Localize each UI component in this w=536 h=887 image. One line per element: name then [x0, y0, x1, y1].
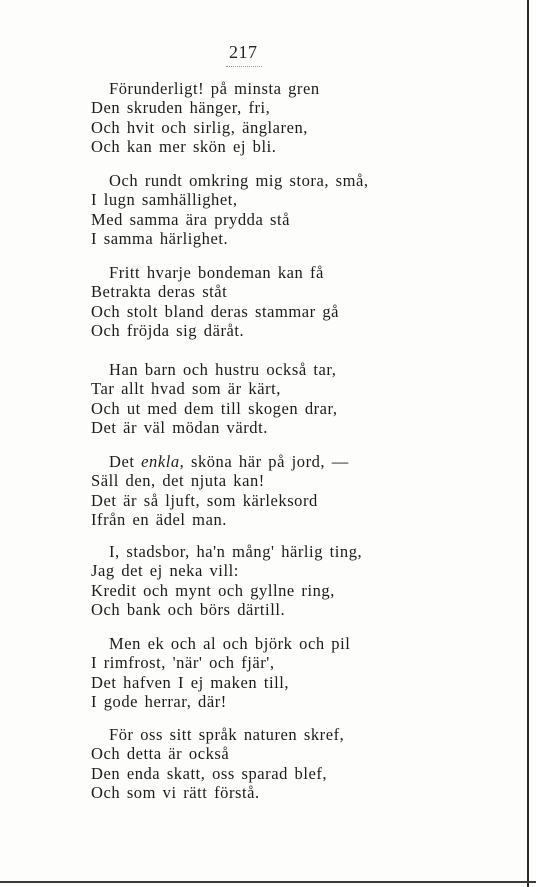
- stanza-5-line-2: Säll den, det njuta kan!: [91, 471, 265, 491]
- stanza-4-line-3: Och ut med dem till skogen drar,: [91, 398, 338, 418]
- stanza-4: [91, 360, 491, 437]
- stanza-8-line-3: Den enda skatt, oss sparad blef,: [91, 763, 328, 783]
- stanza-7: [91, 634, 491, 711]
- stanza-1: [91, 79, 491, 156]
- stanza-8-line-1: För oss sitt språk naturen skref,: [109, 725, 345, 744]
- stanza-8-line-4: Och som vi rätt förstå.: [91, 782, 260, 802]
- stanza-5: [91, 452, 491, 529]
- stanza-8-line-2: Och detta är också: [91, 744, 230, 764]
- page-bottom-edge: [0, 881, 536, 883]
- stanza-6-line-1: I, stadsbor, ha'n mång' härlig ting,: [109, 542, 363, 561]
- stanza-5-line-1: [91, 452, 491, 471]
- stanza-4-line-1: Han barn och hustru också tar,: [109, 360, 337, 379]
- stanza-7-line-2: I rimfrost, 'när' och fjär',: [91, 653, 275, 673]
- stanza-8: [91, 725, 491, 802]
- stanza-2-line-4: I samma härlighet.: [91, 228, 229, 248]
- stanza-6: [91, 542, 491, 619]
- stanza-4-line-4: Det är väl mödan värdt.: [91, 417, 268, 437]
- stanza-5-line-1-emphasis: enkla,: [141, 452, 185, 471]
- page-number-rule: [226, 66, 262, 67]
- stanza-3-line-4: Och fröjda sig däråt.: [91, 320, 245, 340]
- stanza-5-line-3: Det är så ljuft, som kärleksord: [91, 490, 318, 510]
- stanza-7-line-4: I gode herrar, där!: [91, 691, 227, 711]
- stanza-1-line-1: Förunderligt! på minsta gren: [109, 79, 320, 98]
- stanza-2-line-3: Med samma ära prydda stå: [91, 209, 290, 229]
- stanza-1-line-4: Och kan mer skön ej bli.: [91, 136, 277, 156]
- stanza-7-line-3: Det hafven I ej maken till,: [91, 672, 290, 692]
- stanza-3-line-3: Och stolt bland deras stammar gå: [91, 301, 339, 321]
- stanza-4-line-2: Tar allt hvad som är kärt,: [91, 379, 281, 399]
- stanza-1-line-3: Och hvit och sirlig, änglaren,: [91, 117, 308, 137]
- page-number: 217: [229, 42, 258, 62]
- stanza-2-line-2: I lugn samhällighet,: [91, 190, 238, 210]
- stanza-3: [91, 263, 491, 340]
- page-right-edge: [527, 0, 529, 887]
- stanza-6-line-4: Och bank och börs därtill.: [91, 599, 286, 619]
- stanza-5-line-1-pre: Det: [109, 452, 142, 471]
- stanza-3-line-2: Betrakta deras ståt: [91, 282, 228, 302]
- stanza-6-line-3: Kredit och mynt och gyllne ring,: [91, 580, 335, 600]
- stanza-7-line-1: Men ek och al och björk och pil: [109, 634, 351, 653]
- stanza-2-line-1: Och rundt omkring mig stora, små,: [109, 171, 369, 190]
- stanza-3-line-1: Fritt hvarje bondeman kan få: [109, 263, 324, 282]
- stanza-5-line-4: Ifrån en ädel man.: [91, 509, 227, 529]
- stanza-5-line-1-post: sköna här på jord, —: [184, 452, 349, 471]
- stanza-2: [91, 171, 491, 248]
- stanza-6-line-2: Jag det ej neka vill:: [91, 561, 239, 581]
- stanza-1-line-2: Den skruden hänger, fri,: [91, 98, 271, 118]
